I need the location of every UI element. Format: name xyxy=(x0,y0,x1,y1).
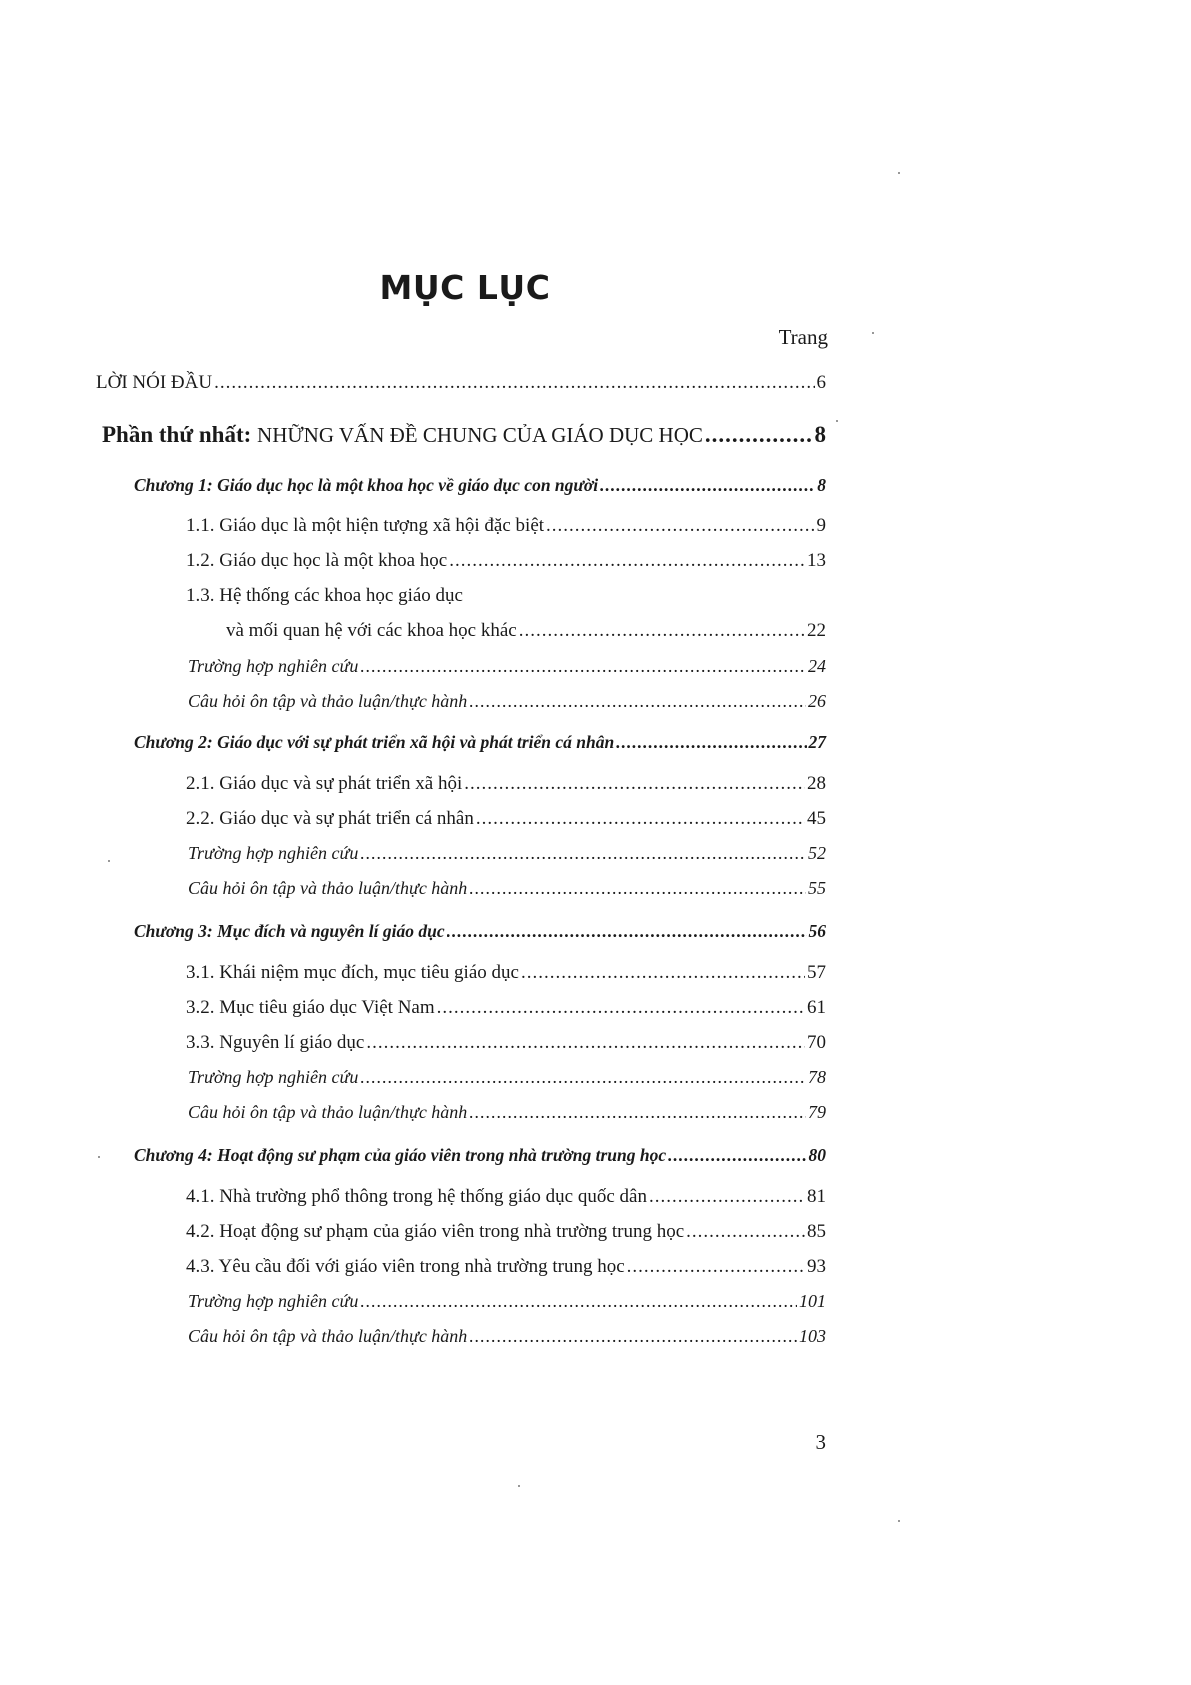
toc-page-number: 55 xyxy=(808,878,826,898)
toc-page-number: 81 xyxy=(807,1186,826,1207)
toc-entry-label: 4.1. Nhà trường phổ thông trong hệ thống giáo dục quốc dân xyxy=(186,1186,647,1207)
toc-entry-section-3-2[interactable] xyxy=(186,997,826,1019)
scan-speck xyxy=(836,420,838,422)
dot-leader xyxy=(469,1326,797,1347)
toc-page-number: 9 xyxy=(816,515,826,536)
toc-entry-section-1-3-continuation[interactable] xyxy=(226,620,826,642)
toc-entry-review-questions-1[interactable] xyxy=(188,691,826,712)
dot-leader xyxy=(521,962,805,984)
toc-page-number: 6 xyxy=(816,372,826,393)
dot-leader xyxy=(447,921,807,942)
toc-entry-section-3-1[interactable] xyxy=(186,962,826,984)
part-heading: Phần thứ nhất: xyxy=(102,422,252,447)
dot-leader xyxy=(366,1032,805,1054)
toc-entry-section-1-1[interactable] xyxy=(186,515,826,537)
scan-speck xyxy=(108,860,110,862)
toc-entry-review-questions-2[interactable] xyxy=(188,878,826,899)
toc-entry-label: 4.3. Yêu cầu đối với giáo viên trong nhà trường trung học xyxy=(186,1256,625,1277)
dot-leader xyxy=(546,515,814,537)
dot-leader xyxy=(616,732,806,753)
scan-speck xyxy=(872,332,874,334)
toc-entry-section-2-1[interactable] xyxy=(186,773,826,795)
toc-entry-label: 3.1. Khái niệm mục đích, mục tiêu giáo dục xyxy=(186,962,519,983)
dot-leader xyxy=(519,620,805,642)
dot-leader xyxy=(705,422,813,448)
toc-entry-chapter-2[interactable] xyxy=(134,732,826,753)
dot-leader xyxy=(360,1067,806,1088)
dot-leader xyxy=(360,656,806,677)
toc-entry-label: 1.3. Hệ thống các khoa học giáo dục xyxy=(186,585,463,606)
dot-leader xyxy=(600,475,815,496)
toc-entry-label: 3.3. Nguyên lí giáo dục xyxy=(186,1032,365,1053)
toc-page-number: 103 xyxy=(799,1326,826,1346)
scan-speck xyxy=(98,1156,100,1158)
toc-page-number: 28 xyxy=(807,773,826,794)
toc-page-number: 27 xyxy=(808,732,826,752)
toc-entry-label xyxy=(102,422,703,448)
part-name: NHỮNG VẤN ĐỀ CHUNG CỦA GIÁO DỤC HỌC xyxy=(257,423,703,447)
toc-entry-case-study-1[interactable] xyxy=(188,656,826,677)
toc-entry-review-questions-4[interactable] xyxy=(188,1326,826,1347)
toc-entry-label: 1.2. Giáo dục học là một khoa học xyxy=(186,550,448,571)
dot-leader xyxy=(649,1186,805,1208)
toc-entry-section-2-2[interactable] xyxy=(186,808,826,830)
toc-page-number: 24 xyxy=(808,656,826,676)
dot-leader xyxy=(464,773,805,795)
toc-entry-label: Chương 4: Hoạt động sư phạm của giáo viên trong nhà trường trung học xyxy=(134,1145,667,1165)
dot-leader xyxy=(686,1221,805,1243)
page-title: MỤC LỤC xyxy=(379,268,551,307)
toc-entry-label: 2.2. Giáo dục và sự phát triển cá nhân xyxy=(186,808,474,829)
toc-entry-section-4-1[interactable] xyxy=(186,1186,826,1208)
toc-entry-label: Chương 1: Giáo dục học là một khoa học về giáo dục con người xyxy=(134,475,599,495)
toc-entry-case-study-3[interactable] xyxy=(188,1067,826,1088)
toc-entry-preface[interactable] xyxy=(96,372,826,394)
toc-page-number: 79 xyxy=(808,1102,826,1122)
dot-leader xyxy=(469,878,806,899)
dot-leader xyxy=(360,843,806,864)
toc-entry-label: Trường hợp nghiên cứu xyxy=(188,1067,359,1087)
toc-page-number: 101 xyxy=(799,1291,826,1311)
toc-entry-case-study-2[interactable] xyxy=(188,843,826,864)
toc-entry-section-1-3[interactable] xyxy=(186,585,826,607)
toc-entry-label: Câu hỏi ôn tập và thảo luận/thực hành xyxy=(188,691,468,711)
toc-entry-label: Trường hợp nghiên cứu xyxy=(188,656,359,676)
dot-leader xyxy=(214,372,814,394)
toc-entry-chapter-4[interactable] xyxy=(134,1145,826,1166)
toc-entry-label: LỜI NÓI ĐẦU xyxy=(96,372,213,393)
toc-entry-label: Trường hợp nghiên cứu xyxy=(188,1291,359,1311)
toc-entry-label: Câu hỏi ôn tập và thảo luận/thực hành xyxy=(188,878,468,898)
toc-page-number: 8 xyxy=(817,475,826,495)
dot-leader xyxy=(437,997,805,1019)
toc-entry-part-one[interactable] xyxy=(102,422,826,448)
toc-page-number: 80 xyxy=(808,1145,826,1165)
scan-speck xyxy=(518,1485,520,1487)
toc-entry-label: Câu hỏi ôn tập và thảo luận/thực hành xyxy=(188,1326,468,1346)
page-column-label: Trang xyxy=(778,325,828,349)
page-number: 3 xyxy=(815,1430,826,1454)
toc-entry-section-4-3[interactable] xyxy=(186,1256,826,1278)
toc-page-number: 26 xyxy=(808,691,826,711)
scan-speck xyxy=(898,1520,900,1522)
toc-entry-label: 1.1. Giáo dục là một hiện tượng xã hội đặc biệt xyxy=(186,515,545,536)
dot-leader xyxy=(627,1256,805,1278)
toc-entry-label: Chương 2: Giáo dục với sự phát triển xã hội và phát triển cá nhân xyxy=(134,732,615,752)
toc-page-number: 45 xyxy=(807,808,826,829)
toc-page-number: 85 xyxy=(807,1221,826,1242)
dot-leader xyxy=(469,691,806,712)
toc-entry-chapter-3[interactable] xyxy=(134,921,826,942)
toc-page-number: 93 xyxy=(807,1256,826,1277)
dot-leader xyxy=(476,808,805,830)
toc-page-number: 52 xyxy=(808,843,826,863)
toc-entry-case-study-4[interactable] xyxy=(188,1291,826,1312)
toc-page-number: 22 xyxy=(807,620,826,641)
dot-leader xyxy=(469,1102,806,1123)
toc-entry-label: Trường hợp nghiên cứu xyxy=(188,843,359,863)
toc-page-number: 78 xyxy=(808,1067,826,1087)
toc-entry-label: 4.2. Hoạt động sư phạm của giáo viên trong nhà trường trung học xyxy=(186,1221,685,1242)
toc-page-number: 57 xyxy=(807,962,826,983)
scan-speck xyxy=(898,172,900,174)
toc-entry-section-1-2[interactable] xyxy=(186,550,826,572)
toc-entry-label: Câu hỏi ôn tập và thảo luận/thực hành xyxy=(188,1102,468,1122)
toc-entry-label: Chương 3: Mục đích và nguyên lí giáo dục xyxy=(134,921,445,941)
toc-entry-review-questions-3[interactable] xyxy=(188,1102,826,1123)
toc-entry-chapter-1[interactable] xyxy=(134,475,826,496)
dot-leader xyxy=(360,1291,797,1312)
toc-page-number: 70 xyxy=(807,1032,826,1053)
toc-entry-section-4-2[interactable] xyxy=(186,1221,826,1243)
toc-page-number: 13 xyxy=(807,550,826,571)
toc-entry-label: và mối quan hệ với các khoa học khác xyxy=(226,620,517,641)
dot-leader xyxy=(449,550,805,572)
toc-page-number: 8 xyxy=(814,422,826,447)
toc-entry-section-3-3[interactable] xyxy=(186,1032,826,1054)
toc-page-number: 61 xyxy=(807,997,826,1018)
dot-leader xyxy=(668,1145,806,1166)
toc-entry-label: 3.2. Mục tiêu giáo dục Việt Nam xyxy=(186,997,435,1018)
toc-entry-label: 2.1. Giáo dục và sự phát triển xã hội xyxy=(186,773,463,794)
toc-page-number: 56 xyxy=(808,921,826,941)
